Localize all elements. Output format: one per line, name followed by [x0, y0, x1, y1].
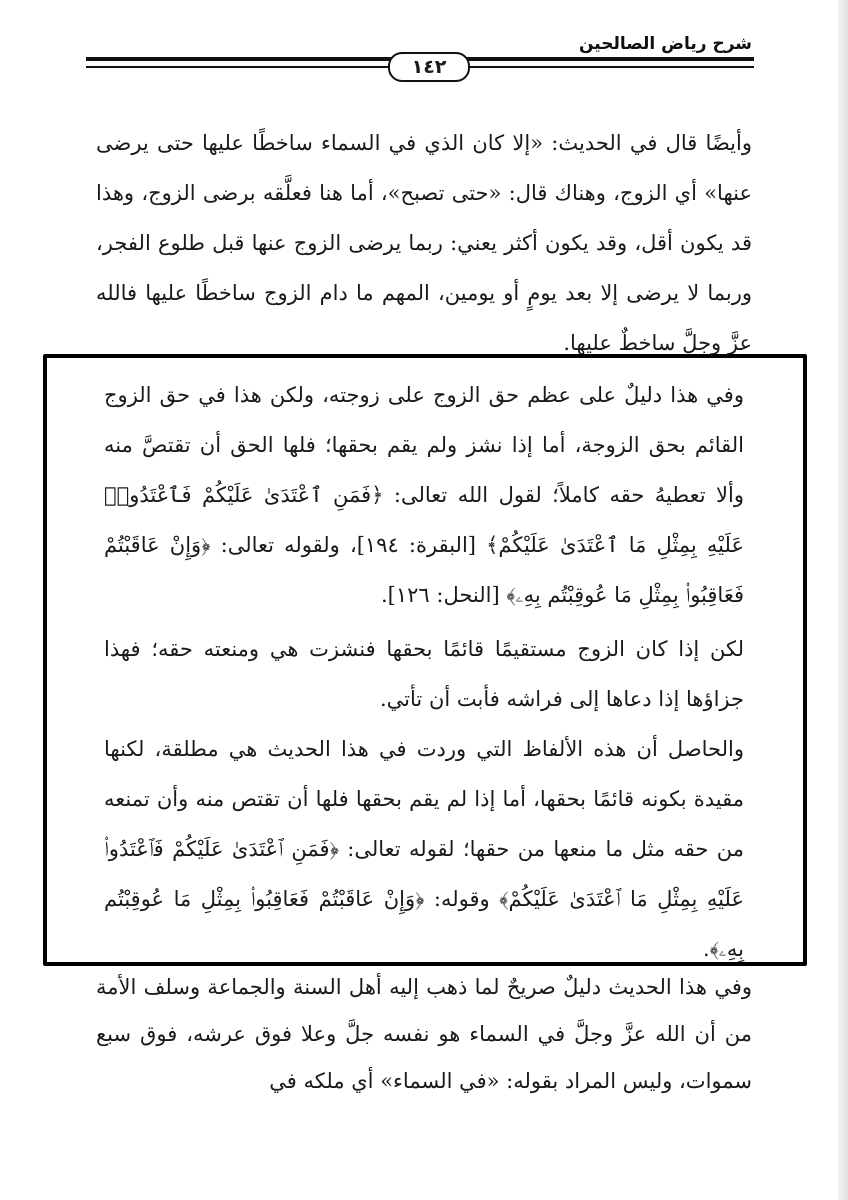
- paragraph-3: لكن إذا كان الزوج مستقيمًا قائمًا بحقها فنشزت هي ومنعته حقه؛ فهذا جزاؤها إذا دعاها إلى فراشه فأبت أن تأتي.: [104, 637, 744, 711]
- paragraph-5: وفي هذا الحديث دليلٌ صريحٌ لما ذهب إليه أهل السنة والجماعة وسلف الأمة من أن الله عزَّ وجلَّ في السماء هو نفسه جلَّ وعلا فوق عرشه، فوق سبع سموات، وليس المراد بقوله: «في السماء» أي ملكه في: [96, 975, 752, 1093]
- paragraph-1: وأيضًا قال في الحديث: «إلا كان الذي في السماء ساخطًا عليها حتى يرضى عنها» أي الزوج، وهناك قال: «حتى تصبح»، أما هنا فعلَّقه برضى الزوج، وهذا قد يكون أقل، وقد يكون أكثر يعني: ربما يرضى الزوج عنها قبل طلوع الفجر، وربما لا يرضى إلا بعد يومٍ أو يومين، المهم ما دام الزوج ساخطًا عليها فالله عزَّ وجلَّ ساخطٌ عليها.: [96, 131, 752, 355]
- page-number: ١٤٢: [388, 52, 470, 82]
- paragraph-2: وفي هذا دليلٌ على عظم حق الزوج على زوجته، ولكن هذا في حق الزوج القائم بحق الزوجة، أما إذا نشز ولم يقم بحقها؛ فلها الحق أن تقتصَّ منه وألا تعطيهُ حقه كاملاً؛ لقول الله تعالى: ﴿فَمَنِ ٱعْتَدَىٰ عَلَيْكُمْ فَٱعْتَدُوا۟ عَلَيْهِ بِمِثْلِ مَا ٱعْتَدَىٰ عَلَيْكُمْ﴾ [البقرة: ١٩٤]، ولقوله تعالى: ﴿وَإِنْ عَاقَبْتُمْ فَعَاقِبُوا۟ بِمِثْلِ مَا عُوقِبْتُم بِهِۦ﴾ [النحل: ١٢٦].: [104, 383, 744, 607]
- paragraph-4: والحاصل أن هذه الألفاظ التي وردت في هذا الحديث هي مطلقة، لكنها مقيدة بكونه قائمًا بحقها، أما إذا لم يقم بحقها فلها أن تقتص منه وأن تمنعه من حقه مثل ما منعها من حقها؛ لقوله تعالى: ﴿فَمَنِ ٱعْتَدَىٰ عَلَيْكُمْ فَٱعْتَدُوا۟ عَلَيْهِ بِمِثْلِ مَا ٱعْتَدَىٰ عَلَيْكُمْ﴾ وقوله: ﴿وَإِنْ عَاقَبْتُمْ فَعَاقِبُوا۟ بِمِثْلِ مَا عُوقِبْتُم بِهِۦ﴾.: [104, 737, 744, 961]
- scroll-edge: [838, 0, 848, 1200]
- running-header-title: شرح رياض الصالحين: [578, 34, 752, 54]
